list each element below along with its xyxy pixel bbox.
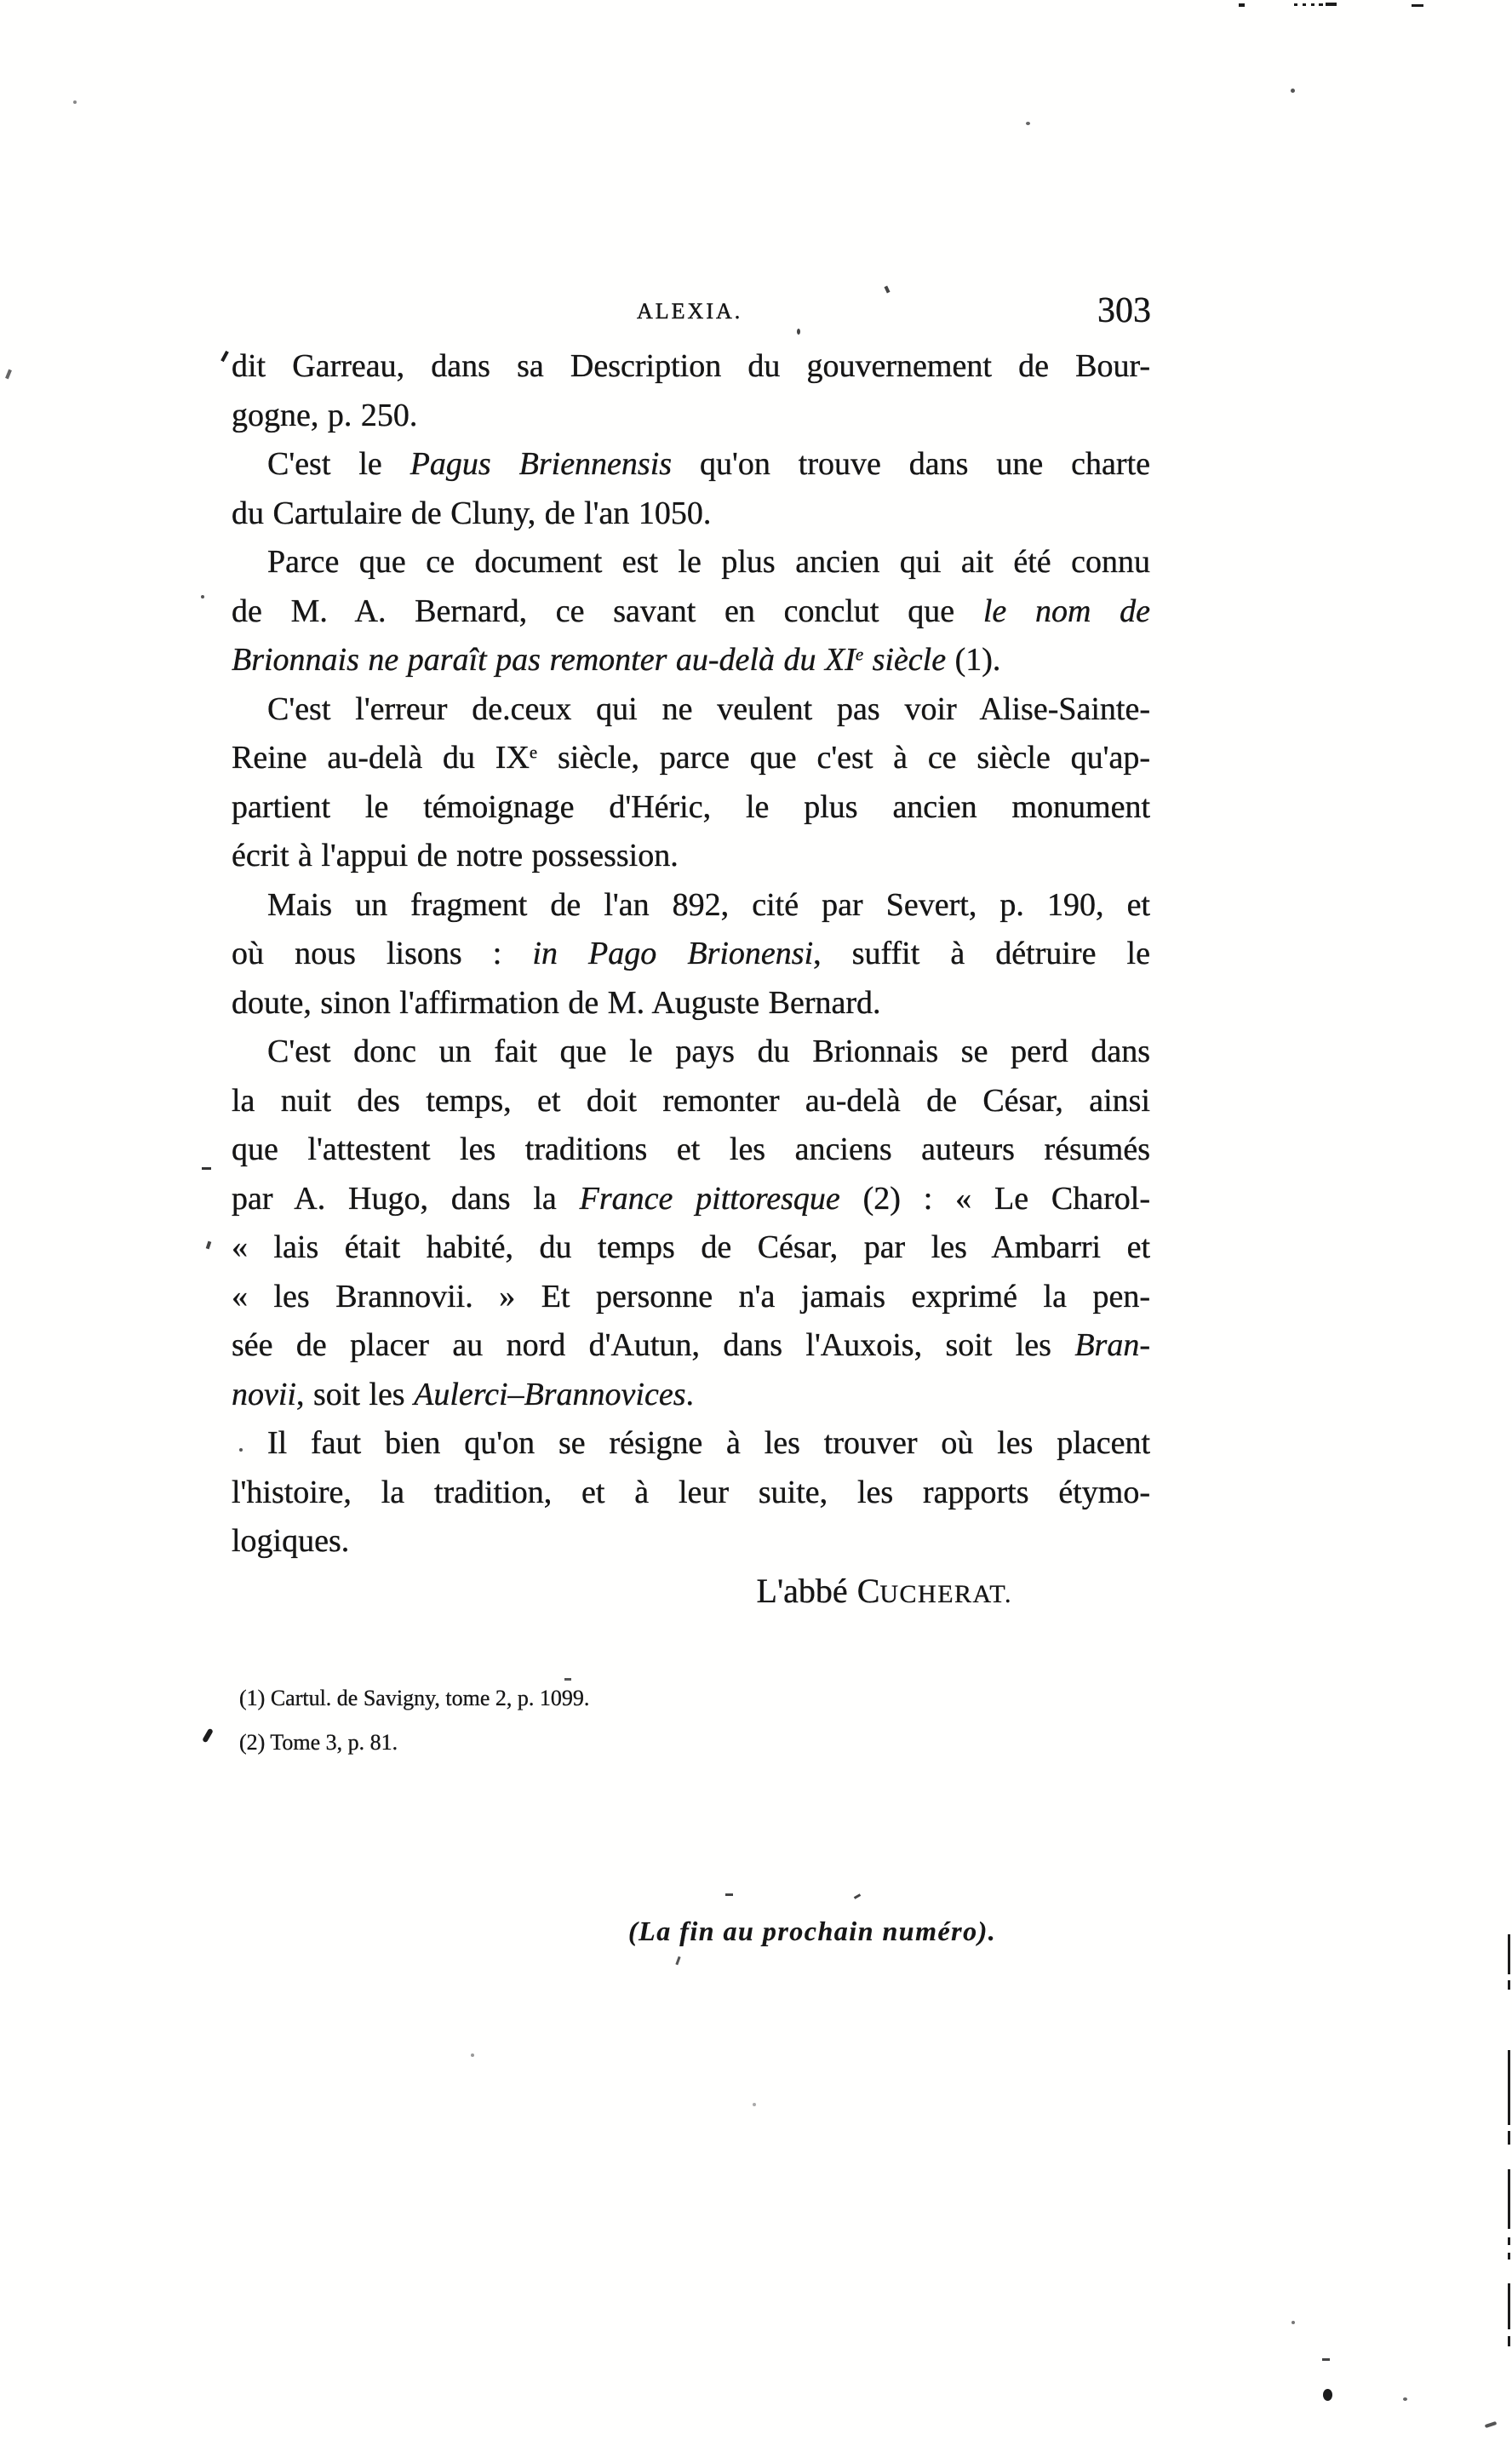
body-line: C'est le Pagus Briennensis qu'on trouve dans une charte [267,446,1150,482]
signature-smallcaps: UCHERAT. [879,1579,1012,1608]
body-line: par A. Hugo, dans la France pittoresque (2) : « Le Charol- [232,1180,1150,1217]
signature-line [232,1567,1150,1619]
body-line: l'histoire, la tradition, et à leur suite, les rapports étymo- [232,1474,1150,1510]
body-line: partient le témoignage d'Héric, le plus ancien monument [232,788,1150,825]
body-line: écrit à l'appui de notre possession. [232,838,679,873]
footnote-line: (2) Tome 3, p. 81. [239,1730,398,1755]
page-number: 303 [1097,291,1151,330]
body-line: logiques. [232,1523,350,1559]
body-line: que l'attestent les traditions et les anciens auteurs résumés [232,1131,1150,1167]
body-line: de M. A. Bernard, ce savant en conclut que le nom de [232,593,1150,629]
body-line: C'est l'erreur de.ceux qui ne veulent pas voir Alise-Sainte- [267,690,1150,727]
body-line: Brionnais ne paraît pas remonter au-delà du XIe siècle (1). [232,642,1001,678]
end-note: (La fin au prochain numéro). [628,1916,997,1946]
body-line: Parce que ce document est le plus ancien qui ait été connu [267,544,1150,580]
body-line: Mais un fragment de l'an 892, cité par Severt, p. 190, et [267,886,1150,923]
body-line: gogne, p. 250. [232,397,418,433]
body-line: où nous lisons : in Pago Brionensi, suffit à détruire le [232,936,1150,971]
body-line: C'est donc un fait que le pays du Brionnais se perd dans [267,1034,1150,1069]
body-line: Reine au-delà du IXe siècle, parce que c'est à ce siècle qu'ap- [232,740,1150,776]
body-line: sée de placer au nord d'Autun, dans l'Auxois, soit les Bran- [232,1327,1150,1363]
footnotes-block [239,1676,1005,1765]
signature-prefix: L'abbé [756,1571,857,1610]
body-line: « lais était habité, du temps de César, par les Ambarri et [232,1229,1150,1265]
body-line: Il faut bien qu'on se résigne à les trouver où les placent [267,1425,1150,1461]
body-line: « les Brannovii. » Et personne n'a jamais exprimé la pen- [232,1278,1150,1315]
body-text-block [232,342,1150,1618]
body-line: du Cartulaire de Cluny, de l'an 1050. [232,495,712,531]
signature-cap: C [856,1571,880,1610]
footnote-line: (1) Cartul. de Savigny, tome 2, p. 1099. [239,1686,590,1710]
body-line: dit Garreau, dans sa Description du gouvernement de Bour- [232,348,1150,384]
body-line: doute, sinon l'affirmation de M. Auguste Bernard. [232,984,881,1021]
body-line: la nuit des temps, et doit remonter au-delà de César, ainsi [232,1082,1150,1119]
running-head-title: ALEXIA. [637,299,743,324]
body-lines [232,342,1150,1567]
body-line: novii, soit les Aulerci–Brannovices. [232,1376,694,1412]
